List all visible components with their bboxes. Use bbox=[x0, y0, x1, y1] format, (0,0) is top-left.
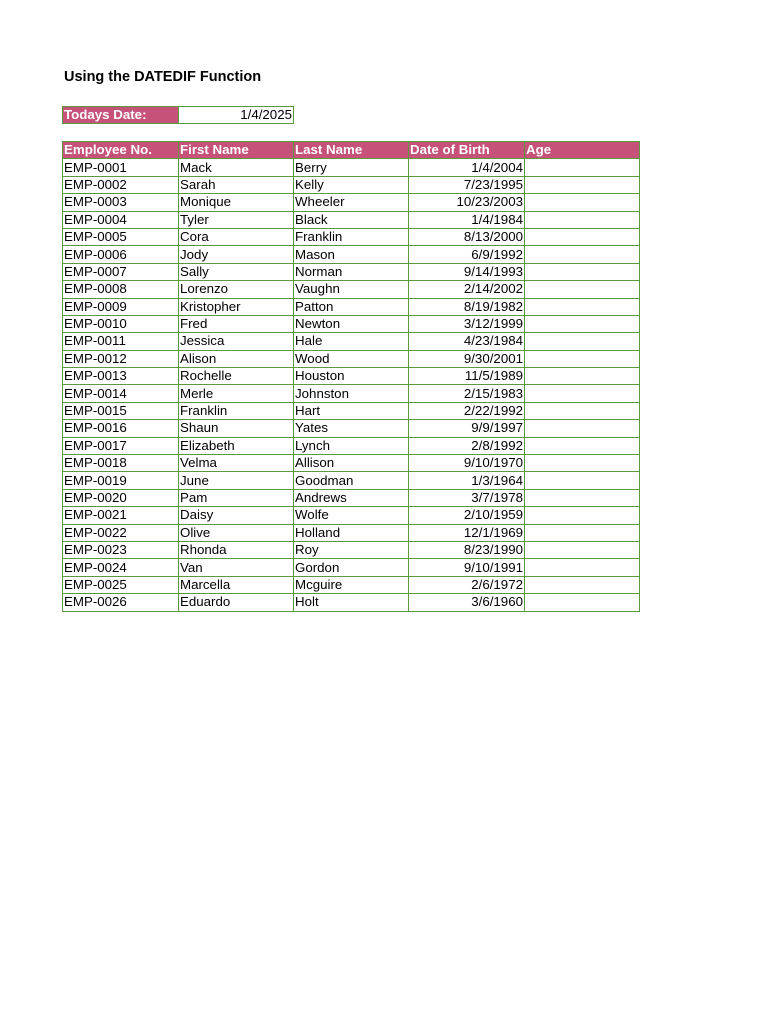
todays-date-value[interactable]: 1/4/2025 bbox=[179, 107, 294, 124]
last-name-cell[interactable]: Goodman bbox=[294, 472, 409, 489]
date-of-birth-cell[interactable]: 9/10/1991 bbox=[409, 559, 525, 576]
last-name-cell[interactable]: Johnston bbox=[294, 385, 409, 402]
employee-no-cell[interactable]: EMP-0003 bbox=[63, 194, 179, 211]
employee-no-cell[interactable]: EMP-0020 bbox=[63, 489, 179, 506]
table-row bbox=[63, 194, 640, 211]
date-of-birth-cell[interactable]: 8/13/2000 bbox=[409, 228, 525, 245]
last-name-cell[interactable]: Holland bbox=[294, 524, 409, 541]
table-row bbox=[63, 437, 640, 454]
table-row bbox=[63, 263, 640, 280]
todays-date-table bbox=[62, 106, 294, 124]
last-name-cell[interactable]: Newton bbox=[294, 315, 409, 332]
last-name-cell[interactable]: Kelly bbox=[294, 176, 409, 193]
table-row bbox=[63, 385, 640, 402]
first-name-cell[interactable]: Sarah bbox=[179, 176, 294, 193]
age-cell[interactable] bbox=[525, 194, 640, 211]
last-name-cell[interactable]: Mcguire bbox=[294, 576, 409, 593]
last-name-cell[interactable]: Gordon bbox=[294, 559, 409, 576]
date-of-birth-cell[interactable]: 1/4/2004 bbox=[409, 159, 525, 176]
date-of-birth-cell[interactable]: 10/23/2003 bbox=[409, 194, 525, 211]
employee-no-cell[interactable]: EMP-0014 bbox=[63, 385, 179, 402]
employee-table-body bbox=[63, 159, 640, 611]
last-name-cell[interactable]: Wolfe bbox=[294, 507, 409, 524]
table-row bbox=[63, 472, 640, 489]
employee-no-cell[interactable]: EMP-0023 bbox=[63, 541, 179, 558]
age-cell[interactable] bbox=[525, 385, 640, 402]
age-cell[interactable] bbox=[525, 350, 640, 367]
date-of-birth-cell[interactable]: 2/6/1972 bbox=[409, 576, 525, 593]
table-row bbox=[63, 211, 640, 228]
table-row bbox=[63, 176, 640, 193]
first-name-cell[interactable]: June bbox=[179, 472, 294, 489]
date-of-birth-cell[interactable]: 9/9/1997 bbox=[409, 420, 525, 437]
age-cell[interactable] bbox=[525, 228, 640, 245]
date-of-birth-cell[interactable]: 2/14/2002 bbox=[409, 281, 525, 298]
date-of-birth-cell[interactable]: 12/1/1969 bbox=[409, 524, 525, 541]
last-name-cell[interactable]: Mason bbox=[294, 246, 409, 263]
table-row bbox=[63, 455, 640, 472]
date-of-birth-cell[interactable]: 4/23/1984 bbox=[409, 333, 525, 350]
table-row bbox=[63, 159, 640, 176]
employee-no-cell[interactable]: EMP-0005 bbox=[63, 228, 179, 245]
date-of-birth-cell[interactable]: 9/10/1970 bbox=[409, 455, 525, 472]
date-of-birth-cell[interactable]: 11/5/1989 bbox=[409, 368, 525, 385]
table-row bbox=[63, 576, 640, 593]
header-date-of-birth[interactable]: Date of Birth bbox=[409, 142, 525, 159]
first-name-cell[interactable]: Velma bbox=[179, 455, 294, 472]
first-name-cell[interactable]: Van bbox=[179, 559, 294, 576]
employee-no-cell[interactable]: EMP-0021 bbox=[63, 507, 179, 524]
table-row bbox=[63, 507, 640, 524]
date-of-birth-cell[interactable]: 2/8/1992 bbox=[409, 437, 525, 454]
age-cell[interactable] bbox=[525, 315, 640, 332]
table-row bbox=[63, 246, 640, 263]
date-of-birth-cell[interactable]: 2/22/1992 bbox=[409, 402, 525, 419]
date-of-birth-cell[interactable]: 8/23/1990 bbox=[409, 541, 525, 558]
last-name-cell[interactable]: Black bbox=[294, 211, 409, 228]
table-row bbox=[63, 559, 640, 576]
last-name-cell[interactable]: Holt bbox=[294, 594, 409, 611]
last-name-cell[interactable]: Allison bbox=[294, 455, 409, 472]
table-row bbox=[63, 333, 640, 350]
last-name-cell[interactable]: Lynch bbox=[294, 437, 409, 454]
employee-no-cell[interactable]: EMP-0025 bbox=[63, 576, 179, 593]
first-name-cell[interactable]: Franklin bbox=[179, 402, 294, 419]
first-name-cell[interactable]: Eduardo bbox=[179, 594, 294, 611]
first-name-cell[interactable]: Pam bbox=[179, 489, 294, 506]
age-cell[interactable] bbox=[525, 176, 640, 193]
table-row bbox=[63, 489, 640, 506]
age-cell[interactable] bbox=[525, 263, 640, 280]
first-name-cell[interactable]: Lorenzo bbox=[179, 281, 294, 298]
age-cell[interactable] bbox=[525, 594, 640, 611]
employee-no-cell[interactable]: EMP-0016 bbox=[63, 420, 179, 437]
header-row bbox=[63, 142, 640, 159]
todays-date-row bbox=[63, 107, 294, 124]
age-cell[interactable] bbox=[525, 368, 640, 385]
first-name-cell[interactable]: Mack bbox=[179, 159, 294, 176]
table-row bbox=[63, 350, 640, 367]
last-name-cell[interactable]: Wood bbox=[294, 350, 409, 367]
age-cell[interactable] bbox=[525, 333, 640, 350]
last-name-cell[interactable]: Norman bbox=[294, 263, 409, 280]
employee-no-cell[interactable]: EMP-0015 bbox=[63, 402, 179, 419]
table-row bbox=[63, 298, 640, 315]
table-row bbox=[63, 228, 640, 245]
date-of-birth-cell[interactable]: 3/6/1960 bbox=[409, 594, 525, 611]
age-cell[interactable] bbox=[525, 489, 640, 506]
page-title: Using the DATEDIF Function bbox=[64, 69, 262, 85]
age-cell[interactable] bbox=[525, 211, 640, 228]
last-name-cell[interactable]: Yates bbox=[294, 420, 409, 437]
last-name-cell[interactable]: Patton bbox=[294, 298, 409, 315]
table-row bbox=[63, 368, 640, 385]
employee-no-cell[interactable]: EMP-0007 bbox=[63, 263, 179, 280]
header-employee-no[interactable]: Employee No. bbox=[63, 142, 179, 159]
header-age[interactable]: Age bbox=[525, 142, 640, 159]
age-cell[interactable] bbox=[525, 246, 640, 263]
age-cell[interactable] bbox=[525, 559, 640, 576]
first-name-cell[interactable]: Daisy bbox=[179, 507, 294, 524]
last-name-cell[interactable]: Andrews bbox=[294, 489, 409, 506]
employee-no-cell[interactable]: EMP-0011 bbox=[63, 333, 179, 350]
last-name-cell[interactable]: Hart bbox=[294, 402, 409, 419]
header-last-name[interactable]: Last Name bbox=[294, 142, 409, 159]
first-name-cell[interactable]: Kristopher bbox=[179, 298, 294, 315]
employee-no-cell[interactable]: EMP-0004 bbox=[63, 211, 179, 228]
first-name-cell[interactable]: Merle bbox=[179, 385, 294, 402]
age-cell[interactable] bbox=[525, 507, 640, 524]
employee-no-cell[interactable]: EMP-0009 bbox=[63, 298, 179, 315]
first-name-cell[interactable]: Sally bbox=[179, 263, 294, 280]
table-row bbox=[63, 541, 640, 558]
employee-table bbox=[62, 141, 640, 612]
employee-no-cell[interactable]: EMP-0019 bbox=[63, 472, 179, 489]
date-of-birth-cell[interactable]: 7/23/1995 bbox=[409, 176, 525, 193]
employee-no-cell[interactable]: EMP-0022 bbox=[63, 524, 179, 541]
table-row bbox=[63, 402, 640, 419]
employee-no-cell[interactable]: EMP-0002 bbox=[63, 176, 179, 193]
last-name-cell[interactable]: Franklin bbox=[294, 228, 409, 245]
age-cell[interactable] bbox=[525, 576, 640, 593]
date-of-birth-cell[interactable]: 3/7/1978 bbox=[409, 489, 525, 506]
age-cell[interactable] bbox=[525, 524, 640, 541]
employee-no-cell[interactable]: EMP-0010 bbox=[63, 315, 179, 332]
date-of-birth-cell[interactable]: 2/10/1959 bbox=[409, 507, 525, 524]
age-cell[interactable] bbox=[525, 281, 640, 298]
employee-no-cell[interactable]: EMP-0006 bbox=[63, 246, 179, 263]
table-row bbox=[63, 281, 640, 298]
first-name-cell[interactable]: Cora bbox=[179, 228, 294, 245]
age-cell[interactable] bbox=[525, 402, 640, 419]
table-row bbox=[63, 315, 640, 332]
first-name-cell[interactable]: Monique bbox=[179, 194, 294, 211]
date-of-birth-cell[interactable]: 2/15/1983 bbox=[409, 385, 525, 402]
age-cell[interactable] bbox=[525, 298, 640, 315]
age-cell[interactable] bbox=[525, 455, 640, 472]
first-name-cell[interactable]: Jessica bbox=[179, 333, 294, 350]
date-of-birth-cell[interactable]: 8/19/1982 bbox=[409, 298, 525, 315]
first-name-cell[interactable]: Rhonda bbox=[179, 541, 294, 558]
first-name-cell[interactable]: Olive bbox=[179, 524, 294, 541]
last-name-cell[interactable]: Hale bbox=[294, 333, 409, 350]
last-name-cell[interactable]: Wheeler bbox=[294, 194, 409, 211]
todays-date-label[interactable]: Todays Date: bbox=[63, 107, 179, 124]
date-of-birth-cell[interactable]: 1/4/1984 bbox=[409, 211, 525, 228]
employee-no-cell[interactable]: EMP-0018 bbox=[63, 455, 179, 472]
date-of-birth-cell[interactable]: 9/14/1993 bbox=[409, 263, 525, 280]
age-cell[interactable] bbox=[525, 472, 640, 489]
last-name-cell[interactable]: Houston bbox=[294, 368, 409, 385]
last-name-cell[interactable]: Berry bbox=[294, 159, 409, 176]
first-name-cell[interactable]: Marcella bbox=[179, 576, 294, 593]
last-name-cell[interactable]: Vaughn bbox=[294, 281, 409, 298]
first-name-cell[interactable]: Jody bbox=[179, 246, 294, 263]
first-name-cell[interactable]: Rochelle bbox=[179, 368, 294, 385]
first-name-cell[interactable]: Tyler bbox=[179, 211, 294, 228]
employee-no-cell[interactable]: EMP-0013 bbox=[63, 368, 179, 385]
table-row bbox=[63, 420, 640, 437]
first-name-cell[interactable]: Shaun bbox=[179, 420, 294, 437]
age-cell[interactable] bbox=[525, 159, 640, 176]
header-first-name[interactable]: First Name bbox=[179, 142, 294, 159]
last-name-cell[interactable]: Roy bbox=[294, 541, 409, 558]
table-row bbox=[63, 524, 640, 541]
age-cell[interactable] bbox=[525, 541, 640, 558]
date-of-birth-cell[interactable]: 9/30/2001 bbox=[409, 350, 525, 367]
age-cell[interactable] bbox=[525, 437, 640, 454]
first-name-cell[interactable]: Fred bbox=[179, 315, 294, 332]
first-name-cell[interactable]: Elizabeth bbox=[179, 437, 294, 454]
date-of-birth-cell[interactable]: 1/3/1964 bbox=[409, 472, 525, 489]
first-name-cell[interactable]: Alison bbox=[179, 350, 294, 367]
employee-no-cell[interactable]: EMP-0008 bbox=[63, 281, 179, 298]
date-of-birth-cell[interactable]: 6/9/1992 bbox=[409, 246, 525, 263]
employee-no-cell[interactable]: EMP-0026 bbox=[63, 594, 179, 611]
employee-no-cell[interactable]: EMP-0017 bbox=[63, 437, 179, 454]
age-cell[interactable] bbox=[525, 420, 640, 437]
employee-no-cell[interactable]: EMP-0001 bbox=[63, 159, 179, 176]
employee-no-cell[interactable]: EMP-0024 bbox=[63, 559, 179, 576]
employee-no-cell[interactable]: EMP-0012 bbox=[63, 350, 179, 367]
date-of-birth-cell[interactable]: 3/12/1999 bbox=[409, 315, 525, 332]
table-row bbox=[63, 594, 640, 611]
